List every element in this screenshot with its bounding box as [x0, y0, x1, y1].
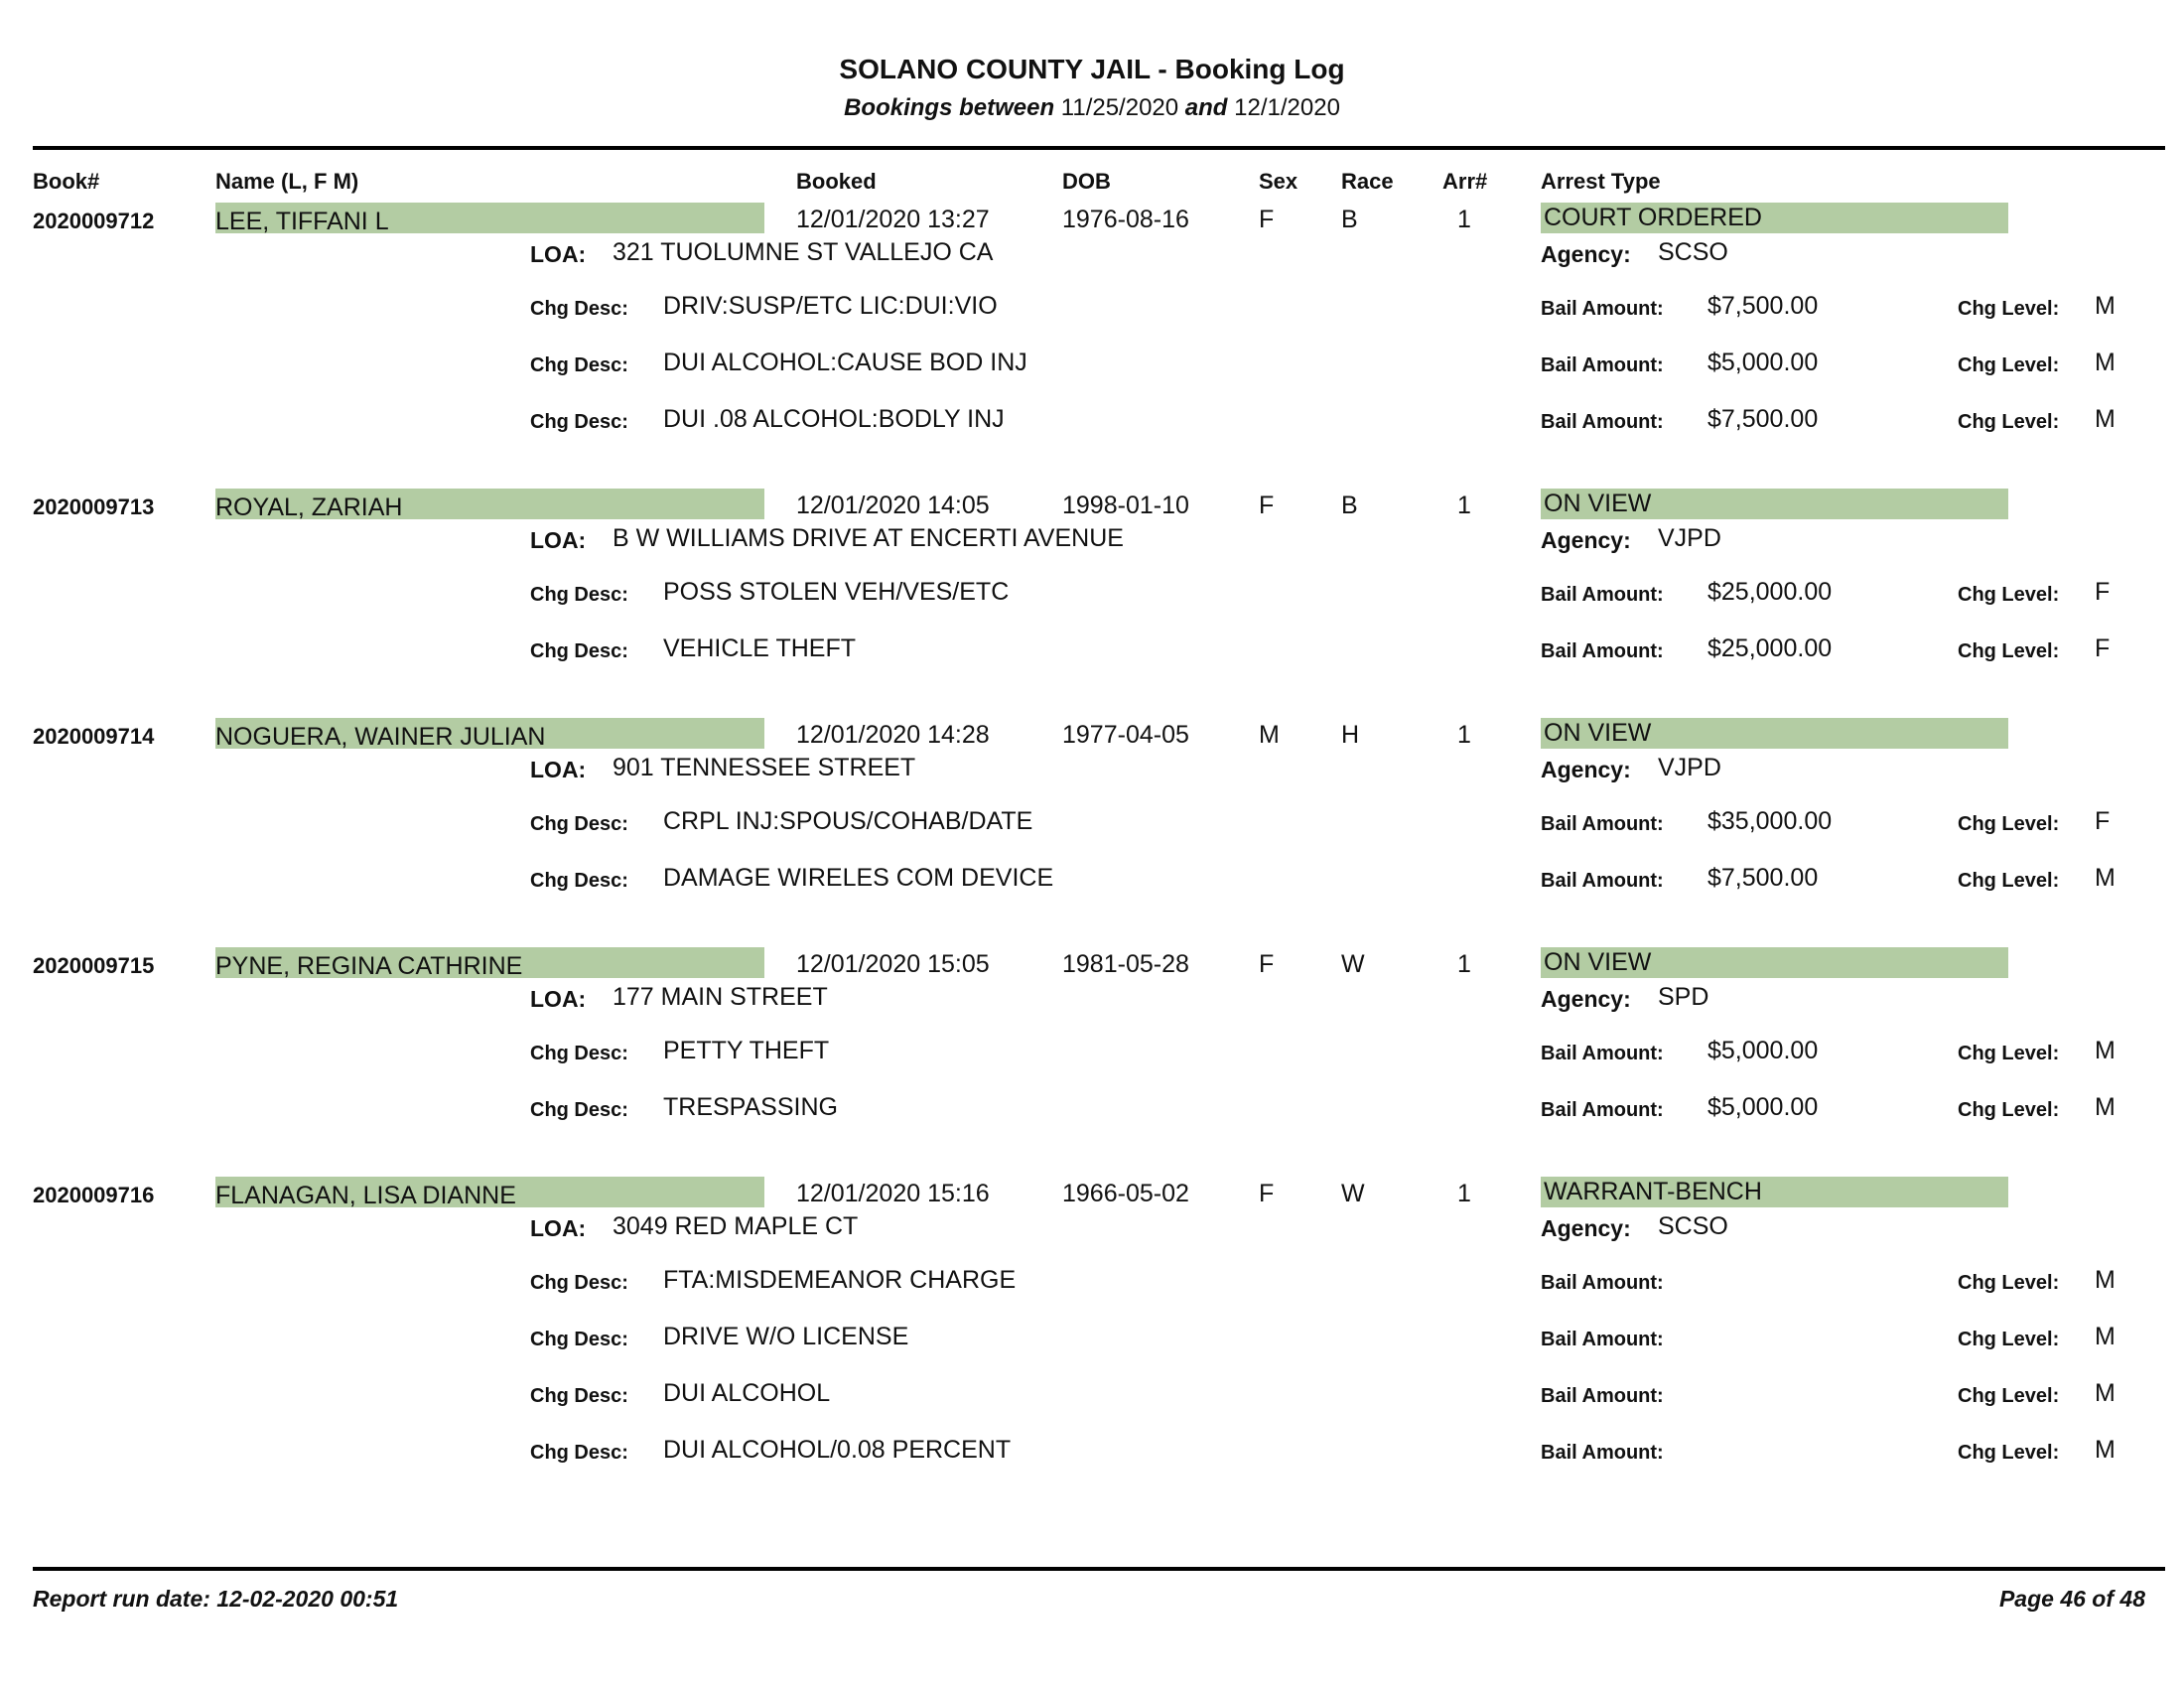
bail-amount-value: $35,000.00 — [1707, 807, 1833, 835]
agency-value: SCSO — [1658, 238, 1728, 266]
race: H — [1341, 721, 1360, 749]
loa-value: 901 TENNESSEE STREET — [613, 754, 916, 781]
book-number: 2020009712 — [33, 209, 155, 233]
arrest-number: 1 — [1457, 721, 1471, 749]
charge-row — [0, 1323, 2184, 1362]
col-dob: DOB — [1062, 169, 1111, 194]
bail-amount-label: Bail Amount: — [1541, 1043, 1664, 1064]
sex: F — [1259, 492, 1275, 519]
col-sex: Sex — [1259, 169, 1298, 194]
chg-desc-label: Chg Desc: — [530, 1272, 628, 1294]
arrest-number: 1 — [1457, 492, 1471, 519]
loa-label: LOA: — [530, 757, 587, 782]
agency-value: SPD — [1658, 983, 1709, 1011]
chg-level-value: M — [2095, 1436, 2116, 1464]
charge-row — [0, 864, 2184, 904]
bail-amount-label: Bail Amount: — [1541, 298, 1664, 320]
inmate-name: NOGUERA, WAINER JULIAN — [215, 723, 546, 751]
agency-label: Agency: — [1541, 527, 1631, 553]
book-number: 2020009713 — [33, 494, 155, 519]
bail-amount-value: $25,000.00 — [1707, 634, 1833, 662]
charge-row — [0, 1266, 2184, 1306]
agency-value: VJPD — [1658, 754, 1721, 781]
header-divider — [33, 146, 2165, 150]
race: W — [1341, 950, 1365, 978]
chg-desc-label: Chg Desc: — [530, 584, 628, 606]
charge-row — [0, 634, 2184, 674]
chg-desc-value: PETTY THEFT — [663, 1037, 830, 1064]
dob: 1981-05-28 — [1062, 950, 1189, 978]
booked-datetime: 12/01/2020 14:05 — [796, 492, 990, 519]
chg-desc-value: DUI .08 ALCOHOL:BODLY INJ — [663, 405, 1005, 433]
chg-desc-value: DAMAGE WIRELES COM DEVICE — [663, 864, 1054, 892]
chg-level-value: M — [2095, 1037, 2116, 1064]
subtitle-prefix: Bookings between — [844, 94, 1055, 121]
chg-desc-value: TRESPASSING — [663, 1093, 838, 1121]
arrest-number: 1 — [1457, 1180, 1471, 1207]
chg-level-label: Chg Level: — [1958, 584, 2060, 606]
chg-level-label: Chg Level: — [1958, 1272, 2060, 1294]
col-race: Race — [1341, 169, 1394, 194]
loa-value: 3049 RED MAPLE CT — [613, 1212, 859, 1240]
page-number: Page 46 of 48 — [1998, 1586, 2145, 1612]
bail-amount-label: Bail Amount: — [1541, 411, 1664, 433]
bail-amount-label: Bail Amount: — [1541, 1385, 1664, 1407]
footer-divider — [33, 1567, 2165, 1571]
end-date: 12/1/2020 — [1234, 94, 1340, 121]
bail-amount-value: $7,500.00 — [1707, 405, 1819, 433]
chg-desc-value: DUI ALCOHOL — [663, 1379, 831, 1407]
chg-level-label: Chg Level: — [1958, 298, 2060, 320]
bail-amount-label: Bail Amount: — [1541, 1099, 1664, 1121]
bail-amount-label: Bail Amount: — [1541, 354, 1664, 376]
chg-desc-value: DRIV:SUSP/ETC LIC:DUI:VIO — [663, 292, 998, 320]
charge-row — [0, 349, 2184, 388]
dob: 1998-01-10 — [1062, 492, 1189, 519]
dob: 1977-04-05 — [1062, 721, 1189, 749]
loa-label: LOA: — [530, 1215, 587, 1241]
chg-desc-label: Chg Desc: — [530, 813, 628, 835]
col-arr: Arr# — [1442, 169, 1488, 194]
charge-row — [0, 1093, 2184, 1133]
booked-datetime: 12/01/2020 15:16 — [796, 1180, 990, 1207]
bail-amount-label: Bail Amount: — [1541, 1329, 1664, 1350]
arrest-type: WARRANT-BENCH — [1544, 1178, 1762, 1205]
agency-label: Agency: — [1541, 757, 1631, 782]
bail-amount-value: $25,000.00 — [1707, 578, 1833, 606]
inmate-name: LEE, TIFFANI L — [215, 208, 389, 235]
bail-amount-value: $7,500.00 — [1707, 864, 1819, 892]
bail-amount-label: Bail Amount: — [1541, 870, 1664, 892]
charge-row — [0, 578, 2184, 618]
bail-amount-value: $5,000.00 — [1707, 1093, 1819, 1121]
booked-datetime: 12/01/2020 13:27 — [796, 206, 990, 233]
chg-desc-value: VEHICLE THEFT — [663, 634, 857, 662]
race: B — [1341, 492, 1358, 519]
sex: F — [1259, 206, 1275, 233]
book-number: 2020009715 — [33, 953, 155, 978]
arrest-type: ON VIEW — [1544, 719, 1652, 747]
chg-desc-label: Chg Desc: — [530, 1099, 628, 1121]
bail-amount-label: Bail Amount: — [1541, 1442, 1664, 1464]
chg-desc-label: Chg Desc: — [530, 640, 628, 662]
inmate-name: FLANAGAN, LISA DIANNE — [215, 1182, 516, 1209]
chg-level-label: Chg Level: — [1958, 1442, 2060, 1464]
chg-level-label: Chg Level: — [1958, 1385, 2060, 1407]
chg-desc-label: Chg Desc: — [530, 411, 628, 433]
arrest-type: ON VIEW — [1544, 490, 1652, 517]
charge-row — [0, 1436, 2184, 1476]
agency-label: Agency: — [1541, 1215, 1631, 1241]
loa-label: LOA: — [530, 241, 587, 267]
chg-level-label: Chg Level: — [1958, 411, 2060, 433]
chg-desc-label: Chg Desc: — [530, 1385, 628, 1407]
dob: 1966-05-02 — [1062, 1180, 1189, 1207]
bail-amount-label: Bail Amount: — [1541, 640, 1664, 662]
arrest-type: ON VIEW — [1544, 948, 1652, 976]
charge-row — [0, 405, 2184, 445]
chg-level-value: M — [2095, 1266, 2116, 1294]
chg-desc-value: POSS STOLEN VEH/VES/ETC — [663, 578, 1010, 606]
chg-level-label: Chg Level: — [1958, 1099, 2060, 1121]
col-name: Name (L, F M) — [215, 169, 359, 194]
chg-level-value: M — [2095, 1379, 2116, 1407]
col-book: Book# — [33, 169, 100, 194]
start-date: 11/25/2020 — [1060, 94, 1179, 121]
chg-level-value: M — [2095, 1093, 2116, 1121]
loa-value: 321 TUOLUMNE ST VALLEJO CA — [613, 238, 994, 266]
chg-level-value: F — [2095, 807, 2111, 835]
sex: F — [1259, 950, 1275, 978]
chg-desc-value: DUI ALCOHOL:CAUSE BOD INJ — [663, 349, 1027, 376]
report-subtitle — [0, 94, 2184, 122]
loa-value: B W WILLIAMS DRIVE AT ENCERTI AVENUE — [613, 524, 1124, 552]
arrest-number: 1 — [1457, 206, 1471, 233]
charge-row — [0, 1037, 2184, 1076]
sex: M — [1259, 721, 1280, 749]
agency-value: VJPD — [1658, 524, 1721, 552]
inmate-name: PYNE, REGINA CATHRINE — [215, 952, 523, 980]
bail-amount-value: $5,000.00 — [1707, 1037, 1819, 1064]
report-run-date: Report run date: 12-02-2020 00:51 — [33, 1586, 399, 1612]
loa-value: 177 MAIN STREET — [613, 983, 828, 1011]
booked-datetime: 12/01/2020 14:28 — [796, 721, 990, 749]
chg-level-value: M — [2095, 349, 2116, 376]
booked-datetime: 12/01/2020 15:05 — [796, 950, 990, 978]
chg-desc-value: DRIVE W/O LICENSE — [663, 1323, 909, 1350]
chg-desc-label: Chg Desc: — [530, 298, 628, 320]
chg-level-label: Chg Level: — [1958, 813, 2060, 835]
col-booked: Booked — [796, 169, 877, 194]
book-number: 2020009714 — [33, 724, 155, 749]
chg-level-value: M — [2095, 405, 2116, 433]
chg-level-value: F — [2095, 578, 2111, 606]
race: B — [1341, 206, 1358, 233]
chg-level-value: M — [2095, 292, 2116, 320]
chg-level-label: Chg Level: — [1958, 1329, 2060, 1350]
inmate-name: ROYAL, ZARIAH — [215, 493, 403, 521]
subtitle-and: and — [1184, 94, 1228, 121]
bail-amount-label: Bail Amount: — [1541, 1272, 1664, 1294]
report-title: SOLANO COUNTY JAIL - Booking Log — [839, 54, 1345, 84]
agency-value: SCSO — [1658, 1212, 1728, 1240]
bail-amount-label: Bail Amount: — [1541, 813, 1664, 835]
chg-desc-label: Chg Desc: — [530, 1043, 628, 1064]
chg-level-value: F — [2095, 634, 2111, 662]
chg-desc-value: DUI ALCOHOL/0.08 PERCENT — [663, 1436, 1012, 1464]
dob: 1976-08-16 — [1062, 206, 1189, 233]
bail-amount-value: $5,000.00 — [1707, 349, 1819, 376]
book-number: 2020009716 — [33, 1183, 155, 1207]
loa-label: LOA: — [530, 527, 587, 553]
chg-level-label: Chg Level: — [1958, 1043, 2060, 1064]
agency-label: Agency: — [1541, 241, 1631, 267]
chg-desc-value: CRPL INJ:SPOUS/COHAB/DATE — [663, 807, 1033, 835]
sex: F — [1259, 1180, 1275, 1207]
charge-row — [0, 292, 2184, 332]
race: W — [1341, 1180, 1365, 1207]
chg-level-value: M — [2095, 864, 2116, 892]
bail-amount-label: Bail Amount: — [1541, 584, 1664, 606]
chg-level-value: M — [2095, 1323, 2116, 1350]
loa-label: LOA: — [530, 986, 587, 1012]
chg-desc-label: Chg Desc: — [530, 870, 628, 892]
chg-level-label: Chg Level: — [1958, 640, 2060, 662]
arrest-number: 1 — [1457, 950, 1471, 978]
chg-desc-label: Chg Desc: — [530, 354, 628, 376]
agency-label: Agency: — [1541, 986, 1631, 1012]
bail-amount-value: $7,500.00 — [1707, 292, 1819, 320]
col-arrest-type: Arrest Type — [1541, 169, 1661, 194]
charge-row — [0, 1379, 2184, 1419]
chg-level-label: Chg Level: — [1958, 354, 2060, 376]
charge-row — [0, 807, 2184, 847]
chg-desc-label: Chg Desc: — [530, 1442, 628, 1464]
chg-level-label: Chg Level: — [1958, 870, 2060, 892]
chg-desc-value: FTA:MISDEMEANOR CHARGE — [663, 1266, 1017, 1294]
chg-desc-label: Chg Desc: — [530, 1329, 628, 1350]
arrest-type: COURT ORDERED — [1544, 204, 1762, 231]
